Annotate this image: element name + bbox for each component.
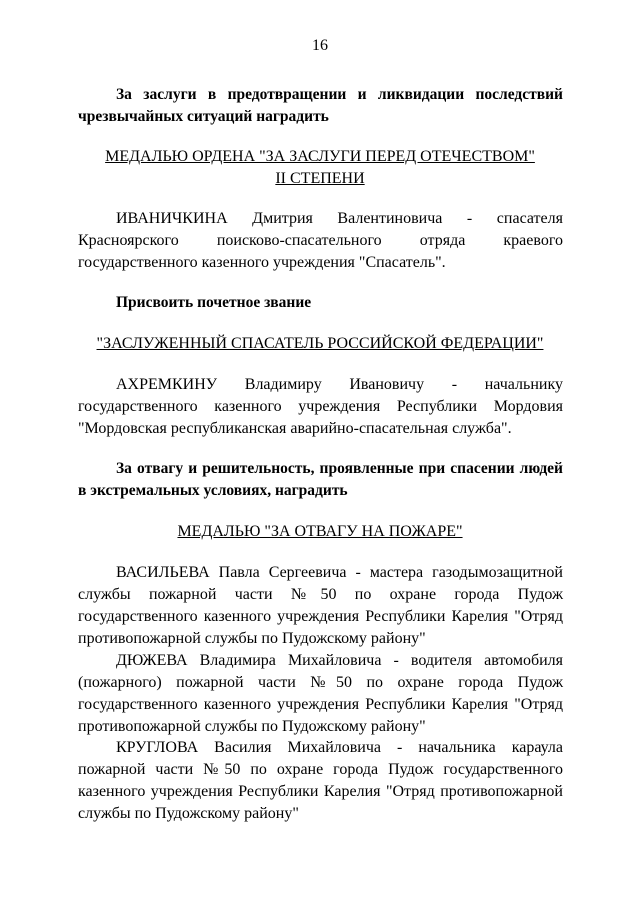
awardee-dyuzhev	[78, 650, 563, 738]
awardee-text: АХРЕМКИНУ Владимиру Ивановичу - начальнику государственного казенного учреждения Республики Мордовия "Мордовская республиканская аварийно-спасательная служба".	[78, 376, 563, 437]
honorary-title-heading: "ЗАСЛУЖЕННЫЙ СПАСАТЕЛЬ РОССИЙСКОЙ ФЕДЕРАЦИИ"	[96, 335, 544, 352]
award-heading-order-medal-line2: II СТЕПЕНИ	[275, 170, 365, 187]
awardee-vasiliev	[78, 562, 563, 650]
awardee-text: ИВАНИЧКИНА Дмитрия Валентиновича - спасателя Красноярского поисково-спасательного отряда краевого государственного казенного учреждения "Спасатель".	[78, 210, 563, 271]
award-intro-courage	[78, 458, 563, 502]
awardee-kruglov	[78, 737, 563, 825]
page-number: 16	[312, 37, 328, 54]
title-intro	[78, 292, 563, 314]
award-intro-emergency	[78, 84, 563, 128]
award-intro-text: За заслуги в предотвращении и ликвидации последствий чрезвычайных ситуаций наградить	[78, 86, 563, 125]
award-heading-fire-medal: МЕДАЛЬЮ "ЗА ОТВАГУ НА ПОЖАРЕ"	[177, 523, 463, 540]
awardee-akhremkin	[78, 374, 563, 440]
awardee-ivanichkin	[78, 208, 563, 274]
title-intro-text: Присвоить почетное звание	[116, 294, 312, 311]
awardee-text: КРУГЛОВА Василия Михайловича - начальника караула пожарной части №50 по охране города Пудож государственного казенного учреждения Республики Карелия "Отряд противопожарной службы по Пудожскому району"	[78, 739, 563, 822]
award-heading-order-medal-line1: МЕДАЛЬЮ ОРДЕНА "ЗА ЗАСЛУГИ ПЕРЕД ОТЕЧЕСТВОМ"	[105, 148, 535, 165]
awardee-text: ДЮЖЕВА Владимира Михайловича - водителя автомобиля (пожарного) пожарной части №50 по охране города Пудож государственного казенного учреждения Республики Карелия "Отряд противопожарной службы по Пудожскому району"	[78, 652, 563, 735]
award-intro-text: За отвагу и решительность, проявленные при спасении людей в экстремальных условиях, наградить	[78, 460, 563, 499]
awardee-text: ВАСИЛЬЕВА Павла Сергеевича - мастера газодымозащитной службы пожарной части №50 по охране города Пудож государственного казенного учреждения Республики Карелия "Отряд противопожарной службы по Пудожскому району"	[78, 564, 563, 647]
